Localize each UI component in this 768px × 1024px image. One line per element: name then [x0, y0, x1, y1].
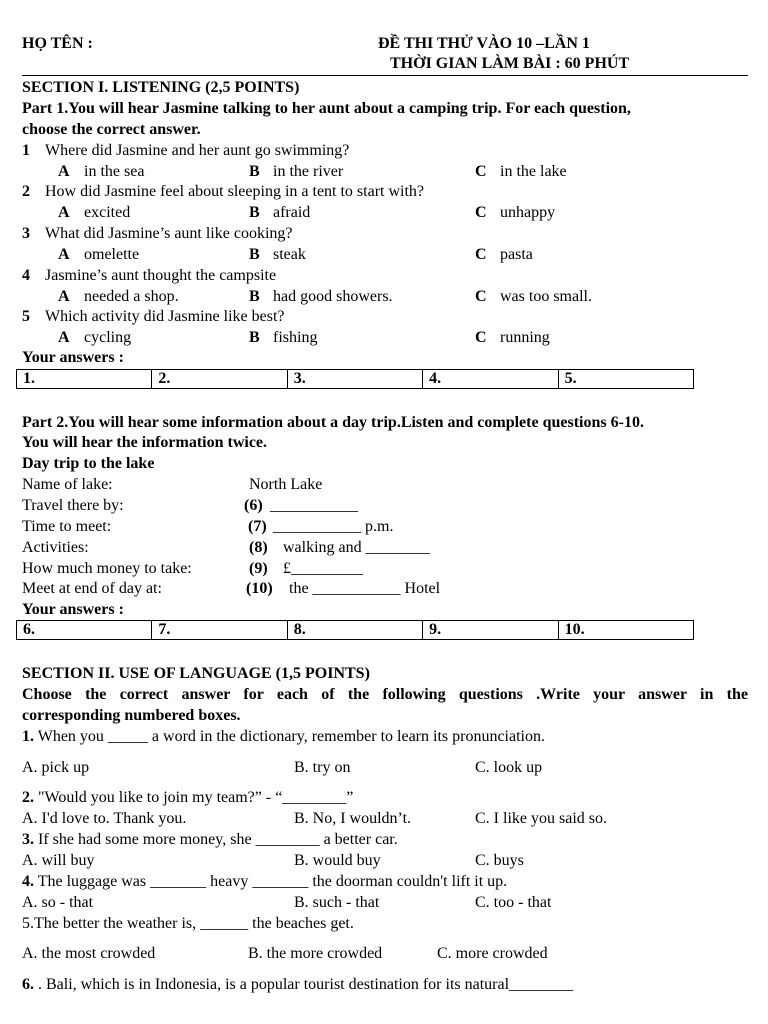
- option-b: in the river: [273, 163, 344, 180]
- question-number: 1.: [22, 728, 34, 745]
- language-question-3: [22, 830, 398, 850]
- question-number: 2: [22, 183, 30, 200]
- answer-table-part2: [16, 620, 694, 640]
- form-number: (9): [249, 560, 268, 577]
- answer-cell[interactable]: 6.: [17, 621, 152, 640]
- form-label: Name of lake:: [22, 476, 113, 493]
- language-question-1: [22, 727, 545, 747]
- option-letter-b: B: [249, 246, 260, 263]
- option-a[interactable]: A. pick up: [22, 759, 90, 776]
- option-c: was too small.: [500, 288, 592, 305]
- option-letter-a: A: [58, 204, 70, 221]
- option-letter-b: B: [249, 329, 260, 346]
- answers-label: Your answers :: [22, 349, 124, 366]
- option-b[interactable]: B. such - that: [294, 894, 380, 911]
- answer-cell[interactable]: 3.: [287, 370, 422, 389]
- option-letter-c: C: [475, 204, 487, 221]
- answer-cell[interactable]: 7.: [152, 621, 287, 640]
- section1-title: SECTION I. LISTENING (2,5 POINTS): [22, 79, 300, 96]
- option-letter-a: A: [58, 246, 70, 263]
- question-number: 4.: [22, 873, 34, 890]
- option-c[interactable]: C. I like you said so.: [475, 810, 607, 827]
- question-number: 1: [22, 142, 30, 159]
- question-text: Which activity did Jasmine like best?: [45, 308, 285, 325]
- section2-title: SECTION II. USE OF LANGUAGE (1,5 POINTS): [22, 665, 370, 682]
- option-a: omelette: [84, 246, 140, 263]
- form-blank[interactable]: ___________ p.m.: [273, 518, 394, 535]
- part1-instruction: Part 1.You will hear Jasmine talking to her aunt about a camping trip. For each question,: [22, 100, 631, 117]
- option-letter-a: A: [58, 329, 70, 346]
- option-b: steak: [273, 246, 306, 263]
- option-letter-c: C: [475, 163, 487, 180]
- form-number: (7): [248, 518, 267, 535]
- part2-subtitle: Day trip to the lake: [22, 455, 155, 472]
- question-text: How did Jasmine feel about sleeping in a tent to start with?: [45, 183, 425, 200]
- part2-instruction-cont: You will hear the information twice.: [22, 434, 268, 451]
- option-b: afraid: [273, 204, 311, 221]
- language-question-4: [22, 872, 507, 892]
- form-label: Travel there by:: [22, 497, 124, 514]
- answer-cell[interactable]: 4.: [423, 370, 558, 389]
- question-number: 2.: [22, 789, 34, 806]
- option-letter-a: A: [58, 288, 70, 305]
- question-text: When you _____ a word in the dictionary, remember to learn its pronunciation.: [34, 728, 545, 745]
- question-number: 3.: [22, 831, 34, 848]
- part1-instruction-cont: choose the correct answer.: [22, 121, 201, 138]
- option-c: in the lake: [500, 163, 567, 180]
- part2-instruction: Part 2.You will hear some information about a day trip.Listen and complete questions 6-10.: [22, 414, 644, 431]
- option-b[interactable]: B. would buy: [294, 852, 381, 869]
- question-text: The luggage was _______ heavy _______ the doorman couldn't lift it up.: [34, 873, 508, 890]
- question-number: 3: [22, 225, 30, 242]
- name-label: HỌ TÊN :: [22, 35, 93, 52]
- option-b: had good showers.: [273, 288, 393, 305]
- option-c: running: [500, 329, 550, 346]
- question-text: Where did Jasmine and her aunt go swimming?: [45, 142, 350, 159]
- question-text: . Bali, which is in Indonesia, is a popular tourist destination for its natural________: [34, 976, 574, 993]
- form-blank[interactable]: walking and ________: [283, 539, 430, 556]
- option-c: unhappy: [500, 204, 556, 221]
- question-number: 5: [22, 308, 30, 325]
- option-letter-b: B: [249, 163, 260, 180]
- form-number: (6): [244, 497, 263, 514]
- form-blank[interactable]: the ___________ Hotel: [289, 580, 441, 597]
- answers-label: Your answers :: [22, 601, 124, 618]
- option-b[interactable]: B. No, I wouldn’t.: [294, 810, 412, 827]
- form-label: How much money to take:: [22, 560, 192, 577]
- answer-table-part1: [16, 369, 694, 389]
- form-label: Time to meet:: [22, 518, 112, 535]
- option-a: needed a shop.: [84, 288, 179, 305]
- option-a[interactable]: A. the most crowded: [22, 945, 156, 962]
- question-number: 6.: [22, 976, 34, 993]
- time-label: THỜI GIAN LÀM BÀI : 60 PHÚT: [390, 55, 630, 72]
- option-a[interactable]: A. I'd love to. Thank you.: [22, 810, 187, 827]
- question-text: What did Jasmine’s aunt like cooking?: [45, 225, 293, 242]
- option-c[interactable]: C. look up: [475, 759, 543, 776]
- option-a[interactable]: A. so - that: [22, 894, 94, 911]
- answer-cell[interactable]: 5.: [558, 370, 693, 389]
- option-a: cycling: [84, 329, 132, 346]
- language-question-5: 5.The better the weather is, ______ the beaches get.: [22, 915, 354, 932]
- answer-cell[interactable]: 8.: [287, 621, 422, 640]
- question-number: 4: [22, 267, 30, 284]
- form-number: (10): [246, 580, 273, 597]
- section2-instruction-cont: corresponding numbered boxes.: [22, 707, 241, 724]
- option-a[interactable]: A. will buy: [22, 852, 95, 869]
- form-blank[interactable]: ___________: [270, 497, 358, 514]
- form-label: Meet at end of day at:: [22, 580, 162, 597]
- form-blank[interactable]: £_________: [283, 560, 363, 577]
- option-letter-c: C: [475, 329, 487, 346]
- exam-title: ĐỀ THI THỬ VÀO 10 –LẦN 1: [378, 35, 590, 52]
- form-label: Activities:: [22, 539, 89, 556]
- option-letter-c: C: [475, 246, 487, 263]
- option-b: fishing: [273, 329, 318, 346]
- answer-cell[interactable]: 9.: [423, 621, 558, 640]
- option-c: pasta: [500, 246, 533, 263]
- option-a: excited: [84, 204, 131, 221]
- option-letter-b: B: [249, 288, 260, 305]
- option-c[interactable]: C. buys: [475, 852, 524, 869]
- answer-cell[interactable]: 2.: [152, 370, 287, 389]
- language-question-6: [22, 975, 573, 995]
- question-text: If she had some more money, she ________ a better car.: [34, 831, 398, 848]
- question-text: "Would you like to join my team?” - “________”: [34, 789, 354, 806]
- option-letter-a: A: [58, 163, 70, 180]
- form-number: (8): [249, 539, 268, 556]
- option-a: in the sea: [84, 163, 145, 180]
- option-letter-b: B: [249, 204, 260, 221]
- option-letter-c: C: [475, 288, 487, 305]
- answer-cell[interactable]: 10.: [558, 621, 693, 640]
- language-question-2: [22, 788, 353, 808]
- option-c[interactable]: C. too - that: [475, 894, 552, 911]
- question-text: Jasmine’s aunt thought the campsite: [45, 267, 277, 284]
- header-divider: [22, 75, 748, 76]
- option-b[interactable]: B. the more crowded: [248, 945, 383, 962]
- answer-cell[interactable]: 1.: [17, 370, 152, 389]
- form-value: North Lake: [249, 476, 323, 493]
- section2-instruction: Choose the correct answer for each of the following questions .Write your answer in the: [22, 686, 748, 703]
- option-c[interactable]: C. more crowded: [437, 945, 548, 962]
- option-b[interactable]: B. try on: [294, 759, 351, 776]
